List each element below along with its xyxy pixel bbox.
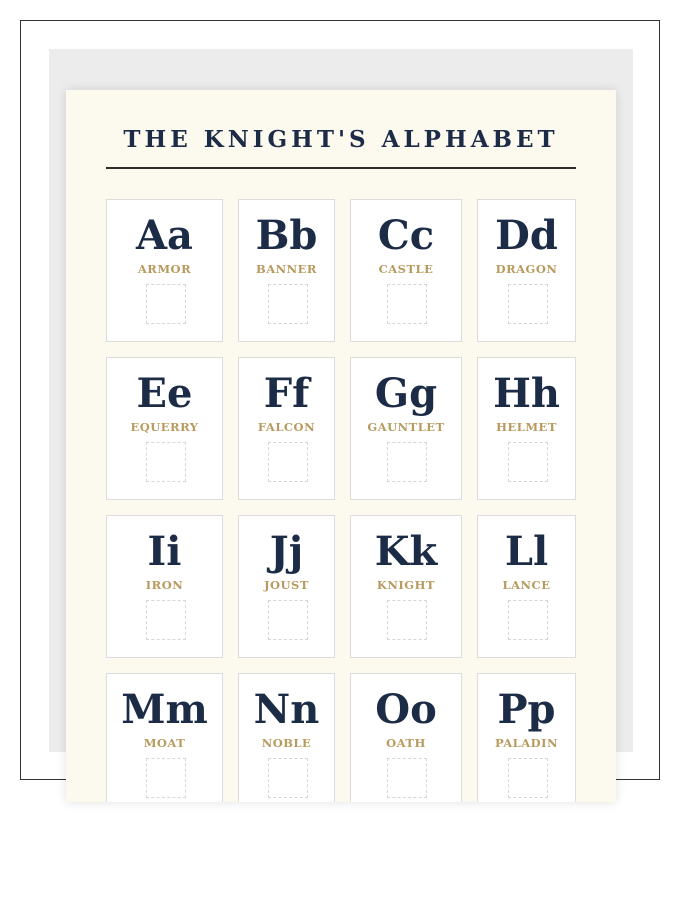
drawing-box	[387, 758, 427, 798]
letter-card-j	[238, 515, 335, 658]
letter-card-b	[238, 199, 335, 342]
letter-card-l	[477, 515, 576, 658]
letter-glyph: Cc	[377, 212, 435, 259]
letter-card-c	[350, 199, 462, 342]
drawing-box	[146, 758, 186, 798]
letter-word: PALADIN	[494, 736, 559, 750]
drawing-box	[387, 284, 427, 324]
letter-word: FALCON	[257, 420, 316, 434]
letter-word: NOBLE	[261, 736, 312, 750]
letter-card-m	[106, 673, 223, 802]
page-title: THE KNIGHT'S ALPHABET	[123, 126, 559, 153]
letter-word: GAUNTLET	[367, 420, 445, 434]
letter-card-p	[477, 673, 576, 802]
drawing-box	[146, 284, 186, 324]
letter-glyph: Mm	[121, 686, 208, 733]
drawing-box	[268, 284, 308, 324]
letter-card-g	[350, 357, 462, 500]
letter-glyph: Pp	[497, 686, 556, 733]
letter-card-e	[106, 357, 223, 500]
letter-glyph: Ff	[263, 370, 310, 417]
letter-word: IRON	[145, 578, 184, 592]
letter-card-n	[238, 673, 335, 802]
letter-word: LANCE	[502, 578, 551, 592]
letter-card-a	[106, 199, 223, 342]
letter-card-k	[350, 515, 462, 658]
drawing-box	[508, 758, 548, 798]
drawing-box	[387, 600, 427, 640]
letter-card-f	[238, 357, 335, 500]
drawing-box	[268, 442, 308, 482]
letter-card-h	[477, 357, 576, 500]
drawing-box	[508, 284, 548, 324]
drawing-box	[387, 442, 427, 482]
letter-word: DRAGON	[495, 262, 558, 276]
letter-glyph: Kk	[374, 528, 438, 575]
drawing-box	[508, 442, 548, 482]
letter-word: JOUST	[264, 578, 309, 592]
letter-card-d	[477, 199, 576, 342]
letter-word: EQUERRY	[130, 420, 199, 434]
letter-word: ARMOR	[137, 262, 192, 276]
letter-word: CASTLE	[378, 262, 434, 276]
letter-glyph: Bb	[255, 212, 318, 259]
drawing-box	[268, 758, 308, 798]
letter-glyph: Dd	[495, 212, 558, 259]
letter-glyph: Ii	[147, 528, 182, 575]
letter-word: BANNER	[256, 262, 317, 276]
letter-glyph: Oo	[375, 686, 437, 733]
letter-word: HELMET	[496, 420, 557, 434]
letter-card-i	[106, 515, 223, 658]
letter-glyph: Ee	[136, 370, 193, 417]
letter-word: KNIGHT	[376, 578, 436, 592]
letter-card-o	[350, 673, 462, 802]
letter-word: MOAT	[143, 736, 186, 750]
letter-glyph: Jj	[269, 528, 304, 575]
letter-word: OATH	[386, 736, 426, 750]
letter-glyph: Ll	[504, 528, 549, 575]
letter-glyph: Hh	[493, 370, 560, 417]
drawing-box	[146, 442, 186, 482]
drawing-box	[508, 600, 548, 640]
drawing-box	[146, 600, 186, 640]
letter-glyph: Gg	[374, 370, 438, 417]
title-divider	[106, 167, 576, 169]
drawing-box	[268, 600, 308, 640]
alphabet-sheet	[66, 90, 616, 802]
letter-glyph: Nn	[253, 686, 320, 733]
letter-glyph: Aa	[136, 212, 193, 259]
